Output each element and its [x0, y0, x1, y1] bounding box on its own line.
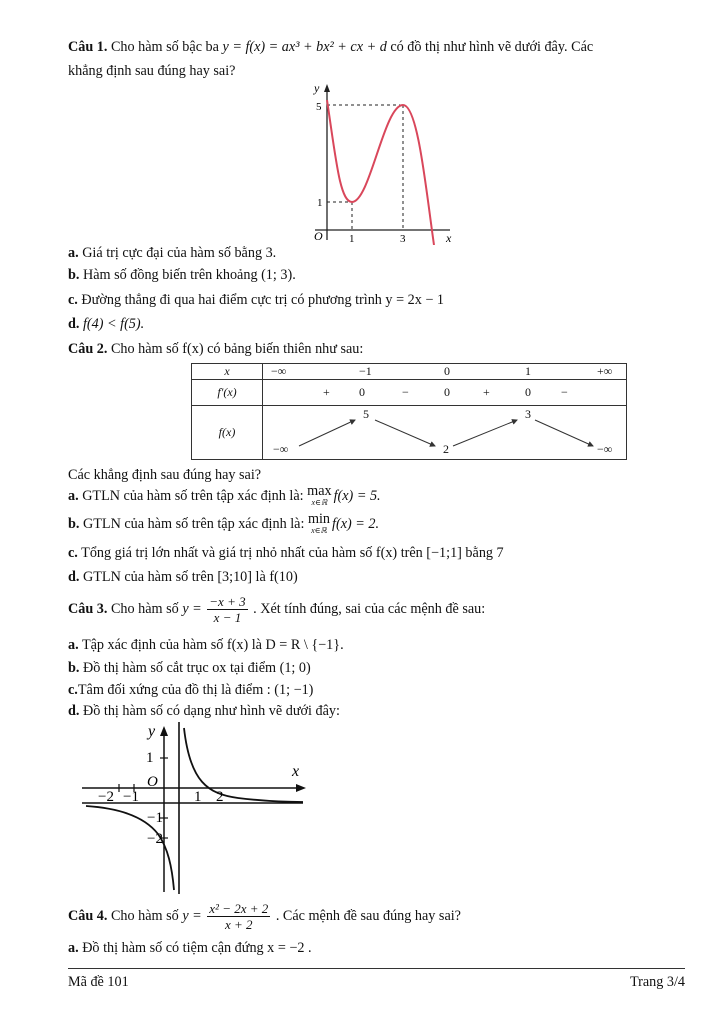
q3-text-pre: Cho hàm số: [110, 601, 179, 617]
vt-func-header: f(x): [192, 406, 263, 460]
q1-item-b: [68, 266, 296, 284]
q1-label: Câu 1.: [68, 39, 108, 55]
q4-y-eq: y =: [182, 908, 202, 924]
q3-item-c: [68, 681, 313, 699]
q3-a-text: Tập xác định của hàm số f(x) là D = R \ {−1}.: [81, 637, 344, 653]
q2-a-op: max: [307, 482, 332, 499]
q3-d-text: Đồ thị hàm số có dạng như hình vẽ dưới đây:: [82, 703, 340, 719]
q4-a-label: a.: [68, 940, 79, 956]
q1-cubic-curve: [327, 100, 434, 245]
q4-numerator: x² − 2x + 2: [209, 901, 269, 917]
q3-d-label: d.: [68, 703, 80, 719]
q3-y-arrow: [160, 726, 168, 736]
q1-a-text: Giá trị cực đại của hàm số bằng 3.: [82, 245, 277, 261]
q1-intro: Cho hàm số bậc ba: [110, 39, 219, 55]
q2-d-label: d.: [68, 569, 80, 585]
q4-intro: [68, 898, 461, 934]
q3-x-label: x: [292, 763, 300, 780]
q3-item-b: [68, 659, 311, 677]
q2-item-c: [68, 544, 504, 562]
vt-f-2: 2: [443, 442, 449, 456]
q2-c-text: Tổng giá trị lớn nhất và giá trị nhỏ nhất của hàm số f(x) trên [−1;1] bằng 7: [81, 545, 504, 561]
q3-lbl-xm2: −2: [98, 789, 114, 805]
q3-item-a: [68, 636, 344, 654]
q3-b-label: b.: [68, 660, 80, 676]
q2-intro: [68, 340, 363, 358]
q3-fraction: [207, 594, 247, 625]
q2-b-expr: f(x) = 2.: [332, 516, 380, 532]
q3-denominator: x − 1: [213, 610, 242, 626]
q3-label: Câu 3.: [68, 601, 108, 617]
vt-sign-2: 0: [359, 385, 365, 399]
q1-y-arrow: [324, 84, 330, 92]
q1-line2: khẳng định sau đúng hay sai?: [68, 63, 236, 79]
q2-text: Cho hàm số f(x) có bảng biến thiên như sau:: [110, 341, 364, 357]
q1-x-label: x: [446, 231, 452, 245]
q1-item-a: [68, 244, 276, 262]
q3-lbl-x1: 1: [194, 789, 202, 805]
q1-item-c: [68, 291, 444, 309]
q3-origin: O: [147, 774, 158, 790]
q2-variation-table: [191, 363, 627, 460]
q3-text-post: . Xét tính đúng, sai của các mệnh đề sau:: [253, 601, 486, 617]
q1-b-text: Hàm số đồng biến trên khoảng (1; 3).: [82, 267, 296, 283]
q2-a-label: a.: [68, 488, 79, 504]
q1-a-label: a.: [68, 245, 79, 261]
vt-x-1: 1: [525, 364, 531, 378]
q3-lbl-x2: 2: [216, 789, 224, 805]
q2-b-op: min: [307, 510, 331, 527]
vt-deriv-header: f′(x): [192, 380, 263, 406]
vt-sign-3: −: [402, 385, 409, 399]
q2-d-text: GTLN của hàm số trên [3;10] là f(10): [82, 569, 298, 585]
q3-hyperbola-graph: [78, 722, 308, 894]
q2-a-sub: x∈ℝ: [311, 497, 328, 507]
q3-item-d: [68, 702, 340, 720]
q1-b-label: b.: [68, 267, 80, 283]
q2-a-text: GTLN của hàm số trên tập xác định là:: [82, 488, 304, 504]
q1-intro-end: có đồ thị như hình vẽ dưới đây. Các: [390, 39, 594, 55]
q2-item-b: [68, 512, 379, 536]
q1-cubic-graph: [300, 80, 470, 245]
vt-x-header: x: [192, 364, 263, 380]
q1-tick-y5: 5: [316, 101, 322, 113]
q3-intro: [68, 592, 485, 626]
vt-x-pos-inf: +∞: [597, 364, 613, 378]
q2-b-text: GTLN của hàm số trên tập xác định là:: [82, 516, 305, 532]
q1-d-text: f(4) < f(5).: [82, 316, 145, 332]
q3-y-eq: y =: [182, 601, 202, 617]
q1-c-text: Đường thẳng đi qua hai điểm cực trị có phương trình y = 2x − 1: [81, 292, 444, 308]
vt-x-row: [263, 364, 627, 380]
vt-sign-1: +: [323, 385, 330, 399]
q4-denominator: x + 2: [225, 917, 253, 933]
q2-a-operator: [307, 482, 332, 508]
vt-x-m1: −1: [359, 364, 372, 378]
vt-x-0: 0: [444, 364, 450, 378]
footer-page-number: Trang 3/4: [629, 974, 685, 990]
q4-text-pre: Cho hàm số: [110, 908, 179, 924]
vt-f-neg-inf-right: −∞: [597, 442, 613, 456]
q3-lbl-ym2: −2: [147, 831, 163, 847]
vt-f-neg-inf-left: −∞: [273, 442, 289, 456]
q3-lbl-y1: 1: [146, 750, 154, 766]
q1-origin: O: [314, 229, 323, 243]
q1-tick-x1: 1: [349, 233, 355, 245]
q3-y-label: y: [148, 723, 156, 740]
q2-item-a: [68, 484, 381, 508]
q1-line1: [68, 38, 593, 56]
q1-item-d: [68, 315, 144, 333]
q2-b-sub: x∈ℝ: [311, 525, 327, 535]
q1-d-label: d.: [68, 316, 80, 332]
q2-item-d: [68, 568, 298, 586]
vt-arrow-down-2: [535, 420, 593, 446]
q2-c-label: c.: [68, 545, 78, 561]
q4-text-post: . Các mệnh đề sau đúng hay sai?: [275, 908, 461, 924]
q4-a-text: Đồ thị hàm số có tiệm cận đứng x = −2 .: [82, 940, 312, 956]
q3-numerator: −x + 3: [209, 594, 246, 610]
q2-b-label: b.: [68, 516, 80, 532]
vt-sign-5: +: [483, 385, 490, 399]
vt-arrow-up-2: [453, 420, 517, 446]
vt-x-neg-inf: −∞: [271, 364, 287, 378]
q4-label: Câu 4.: [68, 908, 108, 924]
vt-arrow-down-1: [375, 420, 435, 446]
q1-tick-y1: 1: [317, 197, 323, 209]
q2-b-operator: [307, 510, 331, 536]
vt-func-row: [263, 406, 627, 460]
q1-c-label: c.: [68, 292, 78, 308]
vt-f-5: 5: [363, 407, 369, 421]
q2-prompt: Các khẳng định sau đúng hay sai?: [68, 467, 262, 483]
q4-fraction: [207, 901, 270, 932]
vt-sign-4: 0: [444, 385, 450, 399]
q1-y-label: y: [314, 81, 320, 95]
q3-branch-right: [184, 728, 303, 802]
q4-item-a: [68, 939, 312, 957]
q3-lbl-xm1: −1: [123, 789, 139, 805]
q3-lbl-ym1: −1: [147, 810, 163, 826]
vt-deriv-row: [263, 380, 627, 406]
vt-f-3: 3: [525, 407, 531, 421]
vt-sign-7: −: [561, 385, 568, 399]
q3-b-text: Đồ thị hàm số cắt trục ox tại điểm (1; 0): [82, 660, 311, 676]
q3-a-label: a.: [68, 637, 79, 653]
footer-exam-code: Mã đề 101: [68, 974, 129, 990]
q3-x-arrow: [296, 784, 306, 792]
q1-func: y = f(x) = ax³ + bx² + cx + d: [222, 39, 387, 55]
q1-tick-x3: 3: [400, 233, 406, 245]
q3-c-text: Tâm đối xứng của đồ thị là điểm : (1; −1): [77, 682, 314, 698]
q3-c-label: c.: [68, 682, 78, 698]
q2-a-expr: f(x) = 5.: [333, 488, 381, 504]
vt-sign-6: 0: [525, 385, 531, 399]
page-footer: [68, 968, 685, 990]
q2-label: Câu 2.: [68, 341, 108, 357]
vt-arrow-up-1: [299, 420, 355, 446]
